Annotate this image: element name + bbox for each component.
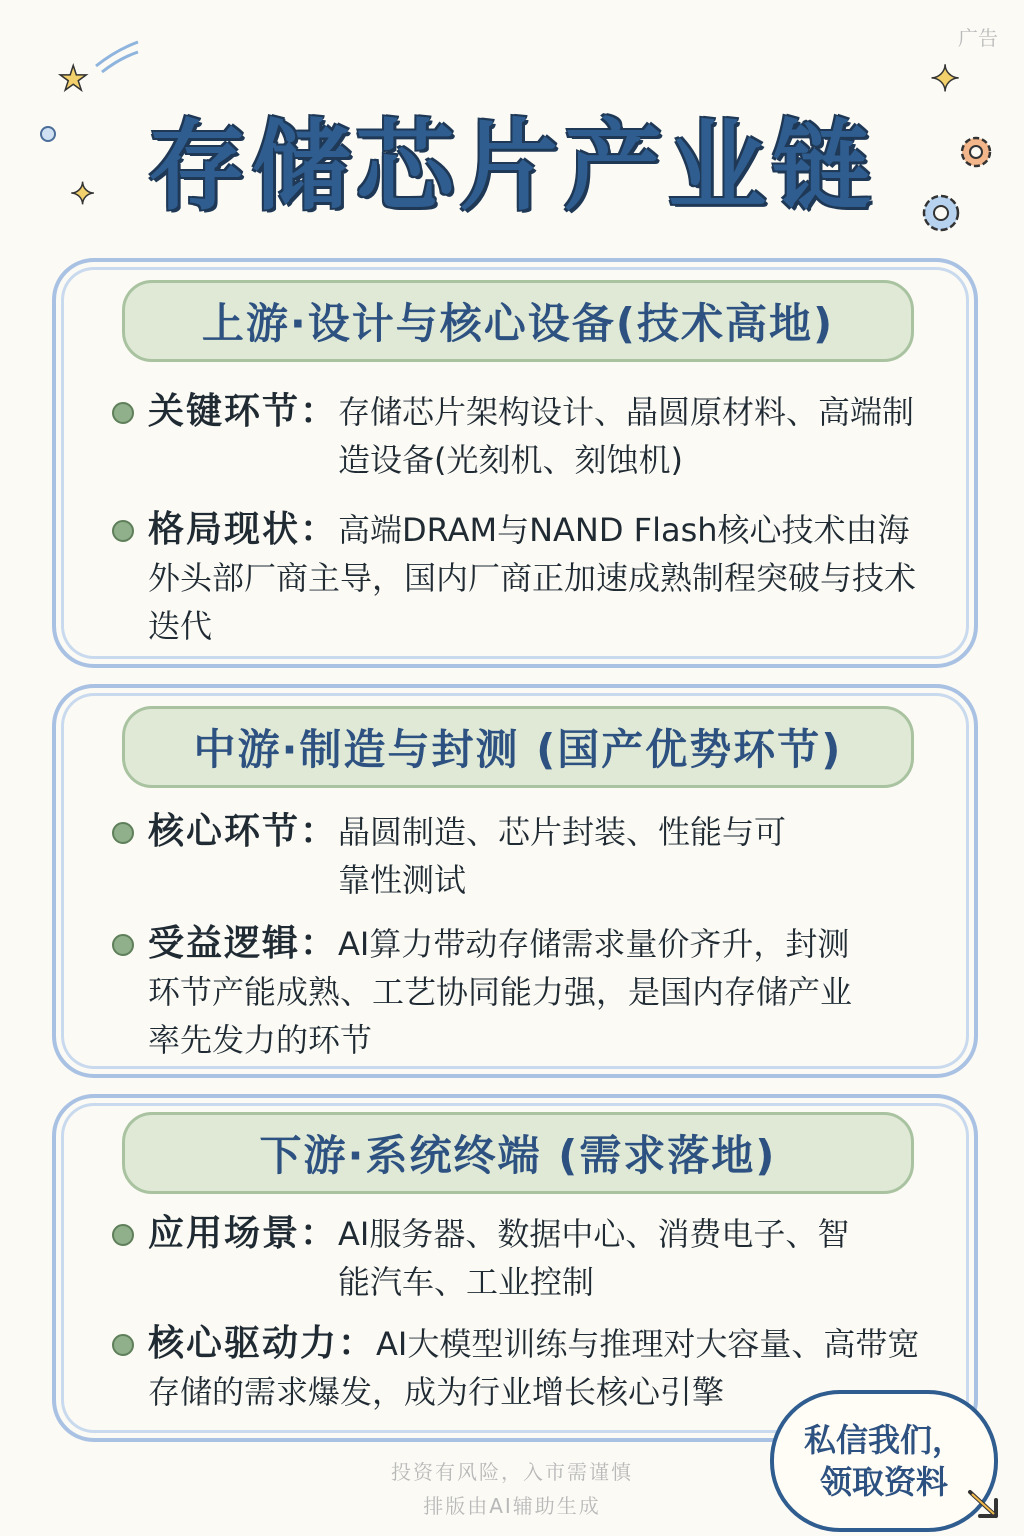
item-text: AI服务器、数据中心、消费电子、智能汽车、工业控制 [338, 1215, 850, 1301]
star-icon: ★ [58, 59, 89, 99]
list-item [112, 388, 934, 484]
arrow-icon [966, 1486, 1010, 1526]
list-item [112, 506, 934, 650]
bullet-icon [112, 402, 134, 424]
item-label: 受益逻辑： [148, 923, 339, 964]
item-text: 存储芯片架构设计、晶圆原材料、高端制造设备(光刻机、刻蚀机) [338, 393, 915, 479]
section-heading: 下游·系统终端 (需求落地) [122, 1112, 914, 1194]
item-label: 格局现状： [148, 509, 339, 550]
motion-lines-icon [92, 36, 142, 76]
page-title: 存储芯片产业链 [147, 110, 876, 224]
section-upstream [52, 258, 978, 668]
ad-tag: 广告 [958, 26, 998, 50]
section-heading: 中游·制造与封测 (国产优势环节) [122, 706, 914, 788]
sparkle-icon: ✦ [930, 59, 961, 100]
item-label: 关键环节： [148, 391, 339, 432]
bullet-icon [112, 822, 134, 844]
item-text: AI大模型训练与推理对大容量、高带宽存储的需求爆发，成为行业增长核心引擎 [148, 1325, 920, 1411]
list-item [112, 1210, 934, 1306]
item-text: 晶圆制造、芯片封装、性能与可靠性测试 [338, 813, 787, 899]
ai-note: 排版由AI辅助生成 [423, 1494, 601, 1518]
item-label: 应用场景： [148, 1213, 339, 1254]
bullet-icon [112, 1224, 134, 1246]
item-label: 核心环节： [148, 811, 339, 852]
item-text: AI算力带动存储需求量价齐升，封测环节产能成熟、工艺协同能力强，是国内存储产业率先发力的环节 [148, 925, 853, 1059]
contact-us-button[interactable] [770, 1390, 998, 1532]
item-text: 高端DRAM与NAND Flash核心技术由海外头部厂商主导，国内厂商正加速成熟制程突破与技术迭代 [148, 511, 917, 645]
bullet-icon [112, 520, 134, 542]
list-item [112, 920, 854, 1064]
disclaimer: 投资有风险，入市需谨慎 [391, 1460, 633, 1484]
sparkle-icon: ✦ [70, 177, 96, 212]
section-midstream [52, 684, 978, 1078]
section-heading: 上游·设计与核心设备(技术高地) [122, 280, 914, 362]
item-label: 核心驱动力： [148, 1323, 377, 1364]
cta-line: 领取资料 [819, 1463, 948, 1501]
list-item [112, 808, 934, 904]
bullet-icon [112, 1334, 134, 1356]
bullet-icon [112, 934, 134, 956]
cta-line: 私信我们， [803, 1421, 964, 1459]
